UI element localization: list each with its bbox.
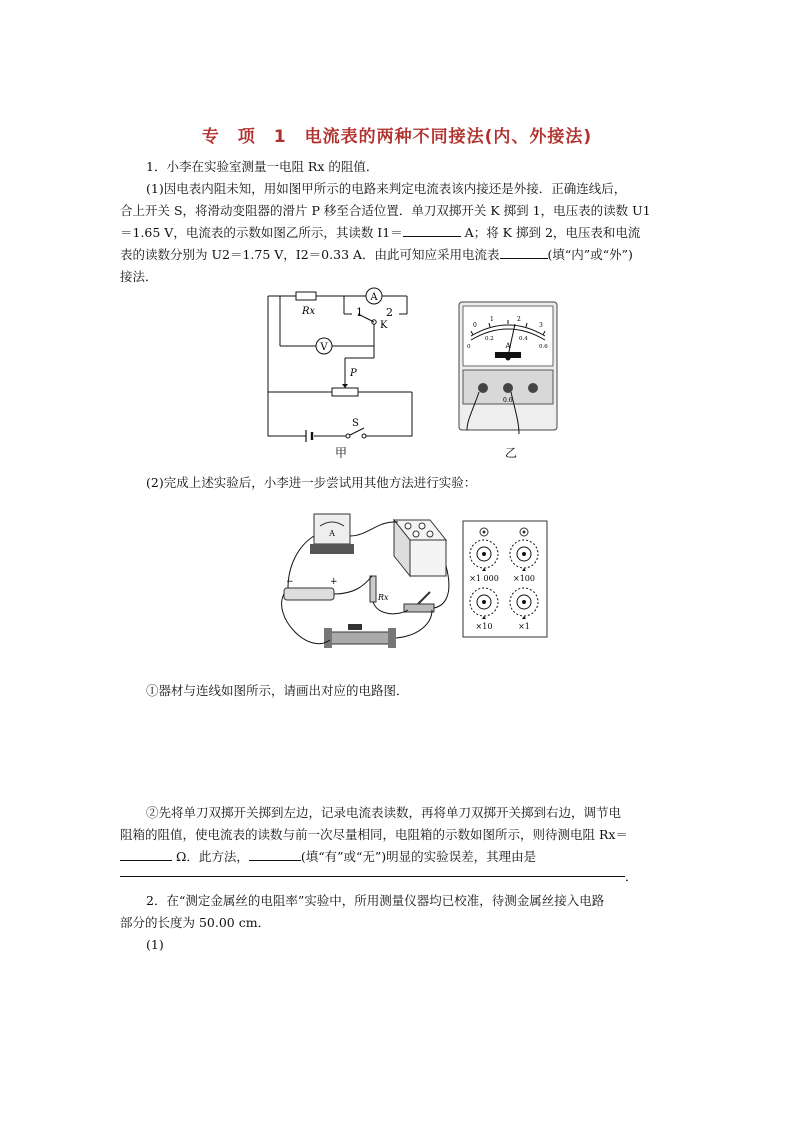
q2-intro-line2: 部分的长度为 50.00 cm．: [120, 915, 271, 930]
dial-label-x100: ×100: [513, 574, 535, 583]
pos1-label: 1: [356, 306, 363, 319]
pos2-label: 2: [386, 306, 393, 319]
dial-x1[interactable]: [510, 588, 538, 616]
q2-sub1: (1): [146, 937, 164, 952]
rheostat: [332, 388, 358, 396]
lower-tick-3: 0.6: [539, 344, 548, 350]
switch-s-label: S: [352, 418, 359, 429]
q1-part1-line4: [120, 244, 680, 266]
meter-letter: A: [505, 342, 511, 350]
ammeter-label: A: [370, 292, 378, 303]
q2-intro-line1: 2．在“测定金属丝的电阻率”实验中，所用测量仪器均已校准，待测金属丝接入电路: [146, 893, 605, 908]
q1-part2-q1: ①器材与连线如图所示，请画出对应的电路图．: [146, 683, 409, 698]
answer-blank-error[interactable]: [249, 848, 301, 861]
dial-x100[interactable]: [510, 540, 538, 568]
dial-x1000[interactable]: [470, 540, 498, 568]
upper-tick-1: 1: [490, 316, 494, 323]
q1-part2-q2-line1: ②先将单刀双掷开关掷到左边，记录电流表读数，再将单刀双掷开关掷到右边，调节电: [146, 805, 622, 820]
dial-label-x10: ×10: [475, 622, 493, 631]
ammeter-illustration-yi: [455, 300, 561, 440]
dial-x10[interactable]: [470, 588, 498, 616]
apparatus-rx-label: Rx: [378, 593, 389, 602]
reason-end-mark: ．: [625, 869, 638, 884]
q1-intro: 1．小李在实验室测量一电阻 Rx 的阻值．: [146, 159, 379, 174]
battery-plus: +: [330, 577, 338, 587]
answer-line-reason[interactable]: [120, 876, 625, 877]
q1-part1-line3-post: A；将 K 掷到 2，电压表和电流: [460, 225, 641, 240]
q1-part2-q2-line2: 阻箱的阻值，使电流表的读数与前一次尽量相同，电阻箱的示数如图所示，则待测电阻 Rx＝: [120, 827, 628, 842]
battery-minus: −: [286, 577, 294, 587]
dial-label-x1000: ×1 000: [469, 574, 499, 583]
q1-part2-q2-line3-mid: Ω．此方法，: [172, 849, 249, 864]
apparatus-ammeter-label: A: [329, 529, 335, 538]
answer-blank-rx[interactable]: [120, 848, 172, 861]
q1-part2-q2-line3: [120, 846, 680, 868]
dial-label-x1: ×1: [518, 622, 530, 631]
lower-tick-0: 0: [467, 344, 471, 350]
answer-blank-method[interactable]: [500, 246, 548, 259]
upper-tick-0: 0: [473, 322, 477, 329]
figure-jia-caption: 甲: [335, 446, 348, 460]
q1-part2-q2-line3-post: (填“有”或“无”)明显的实验误差，其理由是: [300, 849, 537, 864]
answer-blank-i1[interactable]: [403, 224, 461, 237]
figure-yi-caption: 乙: [505, 446, 518, 460]
q1-part2-intro: (2)完成上述实验后，小李进一步尝试用其他方法进行实验：: [146, 475, 477, 490]
apparatus-illustration: [268, 506, 458, 672]
upper-tick-2: 2: [517, 316, 521, 323]
q1-part1-line2: 合上开关 S，将滑动变阻器的滑片 P 移至合适位置．单刀双掷开关 K 掷到 1，电压表的读数 U1: [120, 203, 651, 218]
page-title: 专 项 1 电流表的两种不同接法(内、外接法): [201, 127, 593, 147]
q1-part1-line1: (1)因电表内阻未知，用如图甲所示的电路来判定电流表该内接还是外接．正确连线后，: [146, 181, 627, 196]
q1-part1-line4-post: (填“内”或“外”): [547, 247, 633, 262]
q1-part1-line5: 接法．: [120, 269, 158, 284]
upper-tick-3: 3: [539, 322, 543, 329]
circuit-diagram-jia: [262, 284, 422, 444]
q1-part1-line4-pre: 表的读数分别为 U2＝1.75 V，I2＝0.33 A．由此可知应采用电流表: [120, 247, 500, 262]
terminal-label: 0.6: [503, 397, 513, 404]
q1-part1-line3-pre: ＝1.65 V，电流表的示数如图乙所示，其读数 I1＝: [120, 225, 403, 240]
lower-tick-2: 0.4: [519, 336, 528, 342]
rx-label: Rx: [302, 306, 316, 317]
switch-k-label: K: [380, 320, 388, 331]
resistance-box-panel: [462, 520, 548, 638]
q1-part1-line3: [120, 222, 680, 244]
lower-tick-1: 0.2: [485, 336, 494, 342]
rx-resistor: [296, 292, 316, 300]
slider-p-label: P: [350, 368, 357, 379]
voltmeter-label: V: [320, 342, 328, 353]
